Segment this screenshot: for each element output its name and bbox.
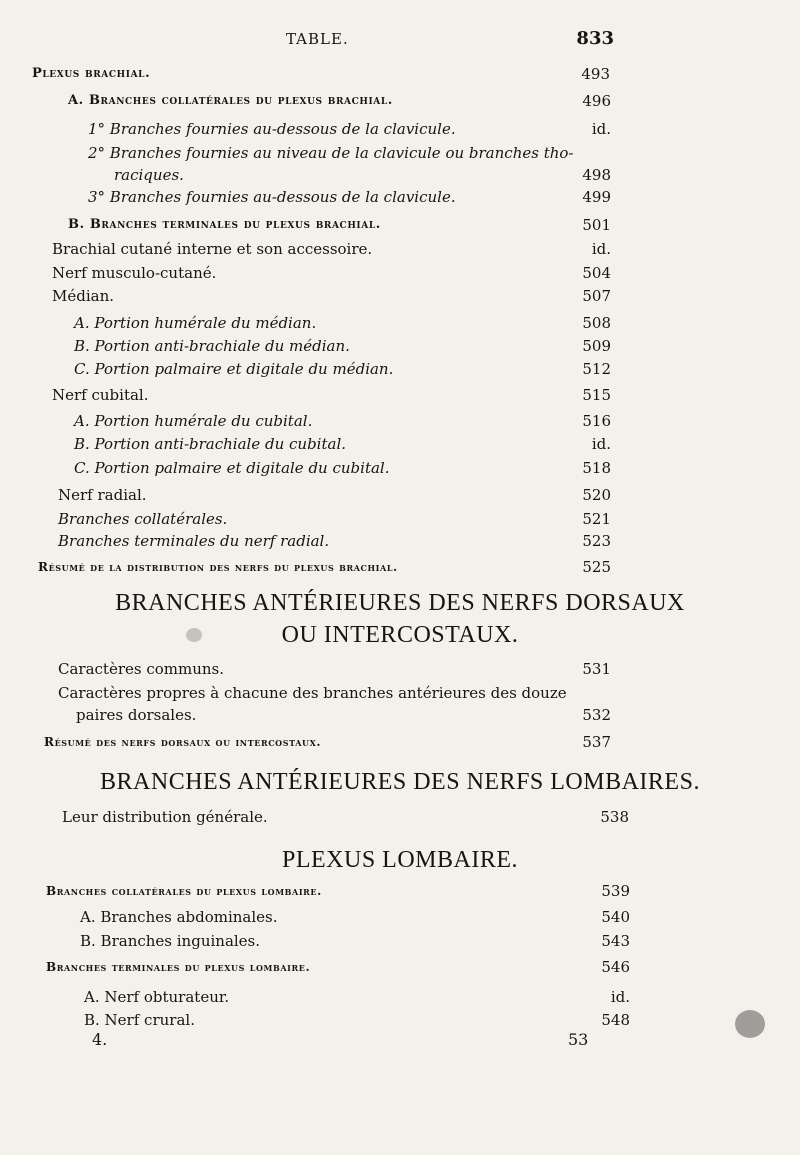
entry-page: 521 xyxy=(582,510,611,528)
entry-text: 1° Branches fournies au-dessous de la clavicule. xyxy=(88,120,456,138)
toc-entry xyxy=(88,142,613,164)
entry-text: Nerf radial. xyxy=(58,486,147,504)
entry-page: 516 xyxy=(582,412,611,430)
entry-page: 543 xyxy=(601,932,630,950)
entry-page: 499 xyxy=(582,188,611,206)
entry-page: 531 xyxy=(582,660,611,678)
toc-entry xyxy=(84,1009,630,1031)
entry-text-part: A. Portion humérale du médian. xyxy=(74,314,317,332)
entry-text: B. Portion anti-brachiale du cubital. xyxy=(74,435,347,453)
entry-text: Nerf cubital. xyxy=(52,386,149,404)
entry-text xyxy=(74,312,316,334)
entry-page: 496 xyxy=(582,92,611,110)
entry-text: B. Branches terminales du plexus brachial. xyxy=(68,217,381,232)
entry-page: 537 xyxy=(582,733,611,751)
entry-text: Caractères communs. xyxy=(58,660,225,678)
entry-text: A. Branches abdominales. xyxy=(80,908,278,926)
entry-text: Résumé des nerfs dorsaux ou intercostaux. xyxy=(44,735,322,749)
entry-text: A. Nerf obturateur. xyxy=(84,988,230,1006)
section-heading-dorsaux: BRANCHES ANTÉRIEURES DES NERFS DORSAUX xyxy=(115,590,685,616)
entry-text: raciques. xyxy=(114,166,184,184)
entry-text: B. Nerf crural. xyxy=(84,1011,195,1029)
entry-page: id. xyxy=(591,120,611,138)
entry-page: id. xyxy=(591,435,611,453)
running-header xyxy=(0,30,800,54)
toc-entry-resume-brachial xyxy=(38,556,613,578)
toc-entry-branches-terminales-lombaire xyxy=(46,956,630,978)
entry-page: 504 xyxy=(582,264,611,282)
entry-text: Caractères propres à chacune des branches antérieures des douze xyxy=(58,684,567,702)
entry-page: 518 xyxy=(582,459,611,477)
ink-stain xyxy=(186,628,202,642)
entry-text: Branches collatérales. xyxy=(58,510,228,528)
entry-page: 548 xyxy=(601,1011,630,1029)
section-heading-intercostaux: OU INTERCOSTAUX. xyxy=(281,622,519,648)
entry-text: Résumé de la distribution des nerfs du plexus brachial. xyxy=(38,560,398,574)
entry-text: B. Branches inguinales. xyxy=(80,932,261,950)
entry-text: Branches collatérales du plexus lombaire. xyxy=(46,884,322,898)
entry-page: 501 xyxy=(582,216,611,234)
toc-entry xyxy=(58,484,613,506)
toc-entry xyxy=(76,704,613,726)
header-page-number: 833 xyxy=(576,28,614,49)
toc-entry xyxy=(88,186,613,208)
toc-entry xyxy=(74,433,613,455)
toc-entry xyxy=(88,118,613,140)
entry-text: A. Portion humérale du cubital. xyxy=(74,412,313,430)
toc-entry-plexus-brachial xyxy=(32,63,612,85)
entry-page: 493 xyxy=(581,65,610,83)
toc-entry-branches-collaterales-lombaire xyxy=(46,880,630,902)
toc-entry xyxy=(74,335,613,357)
entry-page: 546 xyxy=(601,958,630,976)
toc-entry xyxy=(84,986,630,1008)
entry-page: 540 xyxy=(601,908,630,926)
entry-text: paires dorsales. xyxy=(76,706,197,724)
toc-entry-resume-dorsaux xyxy=(44,731,613,753)
entry-page: 498 xyxy=(582,166,611,184)
toc-entry xyxy=(74,457,613,479)
toc-entry xyxy=(58,682,613,704)
toc-entry xyxy=(58,508,613,530)
entry-page: 523 xyxy=(582,532,611,550)
toc-entry-branches-terminales xyxy=(68,214,613,236)
toc-entry xyxy=(58,530,613,552)
toc-entry xyxy=(52,285,613,307)
entry-text: C. Portion palmaire et digitale du cubital. xyxy=(74,459,390,477)
entry-text: Leur distribution générale. xyxy=(62,808,268,826)
entry-page: 508 xyxy=(582,314,611,332)
toc-entry xyxy=(80,930,630,952)
entry-text: Plexus brachial. xyxy=(32,66,151,81)
entry-text: B. Portion anti-brachiale du médian. xyxy=(74,337,350,355)
entry-text: Nerf musculo-cutané. xyxy=(52,264,217,282)
toc-entry xyxy=(52,238,613,260)
entry-page: 507 xyxy=(582,287,611,305)
toc-entry-branches-collaterales xyxy=(68,90,613,112)
entry-page: id. xyxy=(591,240,611,258)
toc-entry xyxy=(74,312,613,334)
toc-entry xyxy=(52,384,613,406)
entry-text: C. Portion palmaire et digitale du médian. xyxy=(74,360,394,378)
toc-entry xyxy=(74,358,613,380)
toc-entry xyxy=(58,658,613,680)
entry-text: Branches terminales du nerf radial. xyxy=(58,532,330,550)
entry-page: 532 xyxy=(582,706,611,724)
toc-entry xyxy=(62,806,630,828)
toc-entry xyxy=(52,262,613,284)
section-heading-lombaires: BRANCHES ANTÉRIEURES DES NERFS LOMBAIRES. xyxy=(100,769,700,795)
entry-page: 509 xyxy=(582,337,611,355)
entry-page: id. xyxy=(610,988,630,1006)
entry-page: 515 xyxy=(582,386,611,404)
entry-text: 2° Branches fournies au niveau de la clavicule ou branches tho- xyxy=(88,144,574,162)
entry-page: 512 xyxy=(582,360,611,378)
toc-entry xyxy=(114,164,613,186)
toc-entry xyxy=(80,906,630,928)
entry-page: 538 xyxy=(600,808,629,826)
section-heading-plexus-lombaire: PLEXUS LOMBAIRE. xyxy=(281,847,518,873)
entry-text: Médian. xyxy=(52,287,115,305)
signature-mark: 4. xyxy=(92,1030,108,1049)
entry-text: 3° Branches fournies au-dessous de la clavicule. xyxy=(88,188,456,206)
toc-entry xyxy=(74,410,613,432)
entry-text: A. Branches collatérales du plexus brachial. xyxy=(68,93,393,108)
entry-page: 520 xyxy=(582,486,611,504)
entry-page: 525 xyxy=(582,558,611,576)
entry-text: Branches terminales du plexus lombaire. xyxy=(46,960,311,974)
ink-stain xyxy=(735,1010,765,1038)
header-title: TABLE. xyxy=(286,30,349,48)
entry-page: 539 xyxy=(601,882,630,900)
sheet-number: 53 xyxy=(568,1030,589,1049)
entry-text: Brachial cutané interne et son accessoire. xyxy=(52,240,373,258)
